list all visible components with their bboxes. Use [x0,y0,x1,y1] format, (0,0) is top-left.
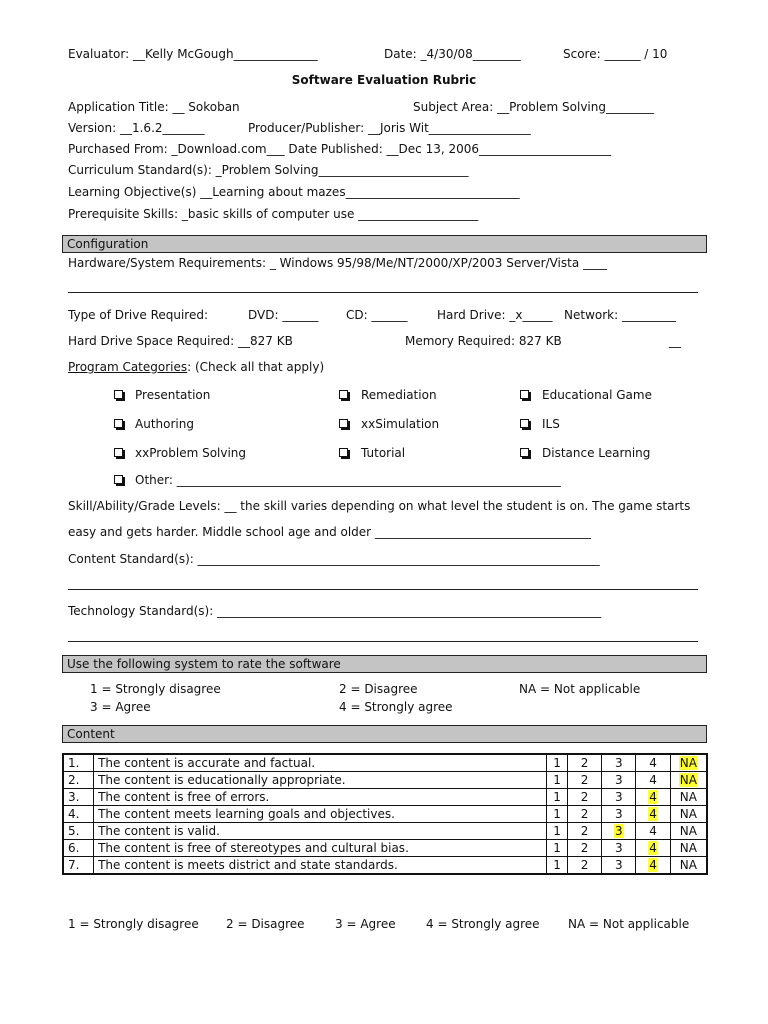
row-number: 2. [63,772,94,789]
row-criterion: The content is educationally appropriate. [94,772,547,789]
purchased-from-field: Purchased From: _Download.com___ Date Published: __Dec 13, 2006______________________ [68,142,612,156]
category-educational-game: Educational Game [542,388,652,402]
checkbox-icon[interactable] [114,475,123,484]
footer-strongly-agree: 4 = Strongly agree [426,917,540,931]
configuration-heading: Configuration [67,237,149,251]
category-remediation: Remediation [361,388,437,402]
score-cell[interactable] [636,754,670,772]
score-cell[interactable] [602,823,636,840]
prerequisite-skills-field: Prerequisite Skills: _basic skills of computer use ____________________ [68,207,479,221]
learning-objective-field: Learning Objective(s) __Learning about mazes_____________________________ [68,185,520,199]
blank-line [68,292,698,293]
hard-drive-field: Hard Drive: _x_____ [437,308,553,322]
score-option: 1 [553,824,561,838]
score-cell[interactable] [602,754,636,772]
rubric-body [63,754,707,874]
content-standard-field: Content Standard(s): ___________________________________________________________________ [68,552,600,566]
score-option: 1 [553,807,561,821]
checkbox-icon[interactable] [114,419,123,428]
evaluator-field: Evaluator: __Kelly McGough______________ [68,47,318,61]
program-categories-hint: : (Check all that apply) [187,360,325,374]
score-option: 1 [553,858,561,872]
category-problem-solving: xxProblem Solving [135,446,247,460]
curriculum-standard-field: Curriculum Standard(s): _Problem Solving_________________________ [68,163,469,177]
score-option: 3 [614,824,623,838]
category-ils: ILS [542,417,560,431]
score-option: NA [679,858,697,872]
row-number: 3. [63,789,94,806]
score-option: 3 [614,773,623,787]
skill-levels-field: Skill/Ability/Grade Levels: __ the skill varies depending on what level the student is on. The game starts [68,499,691,513]
score-option: 2 [580,841,589,855]
row-criterion: The content is free of errors. [94,789,547,806]
score-option: 2 [580,773,589,787]
row-criterion: The content is meets district and state standards. [94,857,547,875]
score-cell[interactable] [636,789,670,806]
score-cell[interactable] [636,857,670,875]
page-title: Software Evaluation Rubric [291,73,477,87]
score-option: NA [679,790,697,804]
score-cell[interactable] [547,823,568,840]
memory-field: Memory Required: 827 KB [405,334,562,348]
score-option: 1 [553,790,561,804]
score-option: 4 [649,773,657,787]
category-presentation: Presentation [135,388,211,402]
checkbox-icon[interactable] [520,390,529,399]
score-cell[interactable] [567,857,601,875]
checkbox-icon[interactable] [520,448,529,457]
score-option: NA [679,773,697,787]
score-option: 2 [580,790,589,804]
category-distance-learning: Distance Learning [542,446,651,460]
score-cell[interactable] [602,806,636,823]
score-option: 4 [649,807,657,821]
rating-disagree: 2 = Disagree [339,682,418,696]
score-option: 3 [614,841,623,855]
score-option: 3 [614,756,623,770]
table-row [63,754,707,772]
score-cell[interactable] [567,806,601,823]
category-other: Other: ________________________________________________________________ [135,473,561,487]
score-cell[interactable] [670,789,707,806]
rating-system-heading: Use the following system to rate the software [67,657,341,671]
score-cell[interactable] [567,754,601,772]
score-option: 4 [649,858,657,872]
row-criterion: The content is free of stereotypes and cultural bias. [94,840,547,857]
row-criterion: The content meets learning goals and objectives. [94,806,547,823]
score-option: NA [679,807,697,821]
table-row [63,789,707,806]
score-option: 3 [614,807,623,821]
table-row [63,857,707,875]
score-cell[interactable] [670,857,707,875]
date-field: Date: _4/30/08________ [384,47,521,61]
row-number: 5. [63,823,94,840]
program-categories-title: Program Categories [68,360,188,374]
score-cell[interactable] [602,789,636,806]
score-cell[interactable] [567,772,601,789]
footer-agree: 3 = Agree [335,917,396,931]
footer-strongly-disagree: 1 = Strongly disagree [68,917,199,931]
score-cell[interactable] [602,857,636,875]
score-cell[interactable] [636,823,670,840]
score-cell[interactable] [547,806,568,823]
score-option: 2 [580,824,589,838]
score-cell[interactable] [670,823,707,840]
score-option: NA [679,756,697,770]
score-option: NA [679,841,697,855]
score-cell[interactable] [602,772,636,789]
checkbox-icon[interactable] [520,419,529,428]
score-option: 2 [580,756,589,770]
producer-field: Producer/Publisher: __Joris Wit_________________ [248,121,531,135]
rating-strongly-agree: 4 = Strongly agree [339,700,453,714]
score-option: NA [679,824,697,838]
application-title-field: Application Title: __ Sokoban [68,100,240,114]
score-cell[interactable] [547,840,568,857]
subject-area-field: Subject Area: __Problem Solving________ [413,100,654,114]
score-cell[interactable] [670,840,707,857]
dvd-field: DVD: ______ [248,308,319,322]
score-cell[interactable] [567,789,601,806]
blank-line [68,641,698,642]
category-tutorial: Tutorial [361,446,406,460]
score-cell[interactable] [567,840,601,857]
score-option: 4 [649,790,657,804]
footer-disagree: 2 = Disagree [226,917,305,931]
skill-levels-continued: easy and gets harder. Middle school age and older ____________________________________ [68,525,591,539]
score-option: 3 [614,790,623,804]
cd-field: CD: ______ [346,308,408,322]
hardware-requirements-field: Hardware/System Requirements: _ Windows 95/98/Me/NT/2000/XP/2003 Server/Vista ____ [68,256,608,270]
rating-agree: 3 = Agree [90,700,151,714]
score-field: Score: ______ / 10 [563,47,668,61]
score-cell[interactable] [670,754,707,772]
blank-line [68,589,698,590]
score-option: 1 [553,841,561,855]
score-option: 3 [614,858,623,872]
memory-blank: __ [669,334,681,348]
table-row [63,772,707,789]
technology-standard-field: Technology Standard(s): ________________________________________________________________ [68,604,602,618]
row-number: 4. [63,806,94,823]
footer-not-applicable: NA = Not applicable [568,917,690,931]
checkbox-icon[interactable] [114,448,123,457]
content-header [62,725,707,743]
row-criterion: The content is accurate and factual. [94,754,547,772]
category-simulation: xxSimulation [361,417,440,431]
checkbox-icon[interactable] [339,390,348,399]
configuration-header [62,235,707,253]
score-cell[interactable] [636,772,670,789]
rating-strongly-disagree: 1 = Strongly disagree [90,682,221,696]
score-option: 2 [580,858,589,872]
checkbox-icon[interactable] [339,448,348,457]
score-cell[interactable] [670,772,707,789]
score-cell[interactable] [547,789,568,806]
row-number: 6. [63,840,94,857]
score-option: 4 [649,824,657,838]
rating-system-header [62,655,707,673]
drive-space-field: Hard Drive Space Required: __827 KB [68,334,293,348]
score-cell[interactable] [636,806,670,823]
score-option: 4 [649,756,657,770]
checkbox-icon[interactable] [339,419,348,428]
score-cell[interactable] [567,823,601,840]
score-cell[interactable] [670,806,707,823]
score-option: 1 [553,756,561,770]
score-option: 1 [553,773,561,787]
score-cell[interactable] [636,840,670,857]
score-option: 4 [649,841,657,855]
row-number: 1. [63,754,94,772]
row-number: 7. [63,857,94,875]
content-heading: Content [67,727,115,741]
table-row [63,806,707,823]
network-field: Network: _________ [564,308,676,322]
score-cell[interactable] [602,840,636,857]
program-categories-label [68,360,324,374]
table-row [63,823,707,840]
score-cell[interactable] [547,772,568,789]
score-cell[interactable] [547,857,568,875]
rating-not-applicable: NA = Not applicable [519,682,641,696]
score-option: 2 [580,807,589,821]
table-row [63,840,707,857]
drive-type-label: Type of Drive Required: [68,308,209,322]
row-criterion: The content is valid. [94,823,547,840]
content-rubric-table [62,753,708,875]
category-authoring: Authoring [135,417,194,431]
checkbox-icon[interactable] [114,390,123,399]
score-cell[interactable] [547,754,568,772]
version-field: Version: __1.6.2_______ [68,121,205,135]
